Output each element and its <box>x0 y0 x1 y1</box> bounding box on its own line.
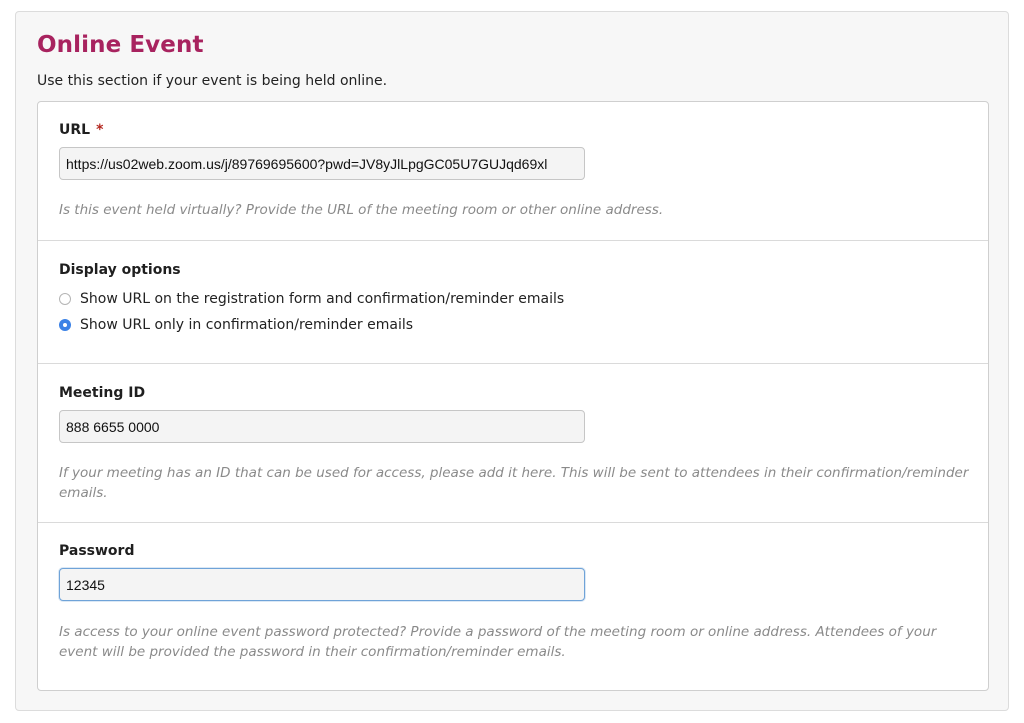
password-label: Password <box>59 543 135 559</box>
display-options-label: Display options <box>59 262 181 278</box>
display-option-emails-only[interactable] <box>59 317 413 333</box>
url-label <box>59 122 103 138</box>
meeting-id-help-text: If your meeting has an ID that can be used for access, please add it here. This will be sent to attendees in their confirmation/reminder emails. <box>59 465 969 501</box>
section-intro: Use this section if your event is being held online. <box>37 73 388 89</box>
online-event-panel <box>37 101 989 691</box>
url-help-text: Is this event held virtually? Provide the URL of the meeting room or other online address. <box>59 202 664 218</box>
required-indicator: * <box>96 122 104 138</box>
password-input[interactable] <box>59 568 585 601</box>
online-event-card <box>15 11 1009 711</box>
display-options-section <box>38 241 988 364</box>
meeting-id-input[interactable] <box>59 410 585 443</box>
url-label-text: URL <box>59 122 91 138</box>
radio-checked-icon[interactable] <box>59 319 71 331</box>
section-title: Online Event <box>37 32 204 58</box>
password-help-text: Is access to your online event password protected? Provide a password of the meeting room or online address. Attendees of your event will be provided the password in their confirmation/reminder emails. <box>59 624 937 660</box>
url-input[interactable] <box>59 147 585 180</box>
display-option-label: Show URL on the registration form and confirmation/reminder emails <box>80 291 565 307</box>
password-section <box>38 523 988 690</box>
display-option-registration-and-emails[interactable] <box>59 291 564 307</box>
radio-unchecked-icon[interactable] <box>59 293 71 305</box>
display-option-label: Show URL only in confirmation/reminder emails <box>80 317 414 333</box>
meeting-id-label: Meeting ID <box>59 385 146 401</box>
url-section <box>38 102 988 241</box>
meeting-id-section <box>38 364 988 523</box>
